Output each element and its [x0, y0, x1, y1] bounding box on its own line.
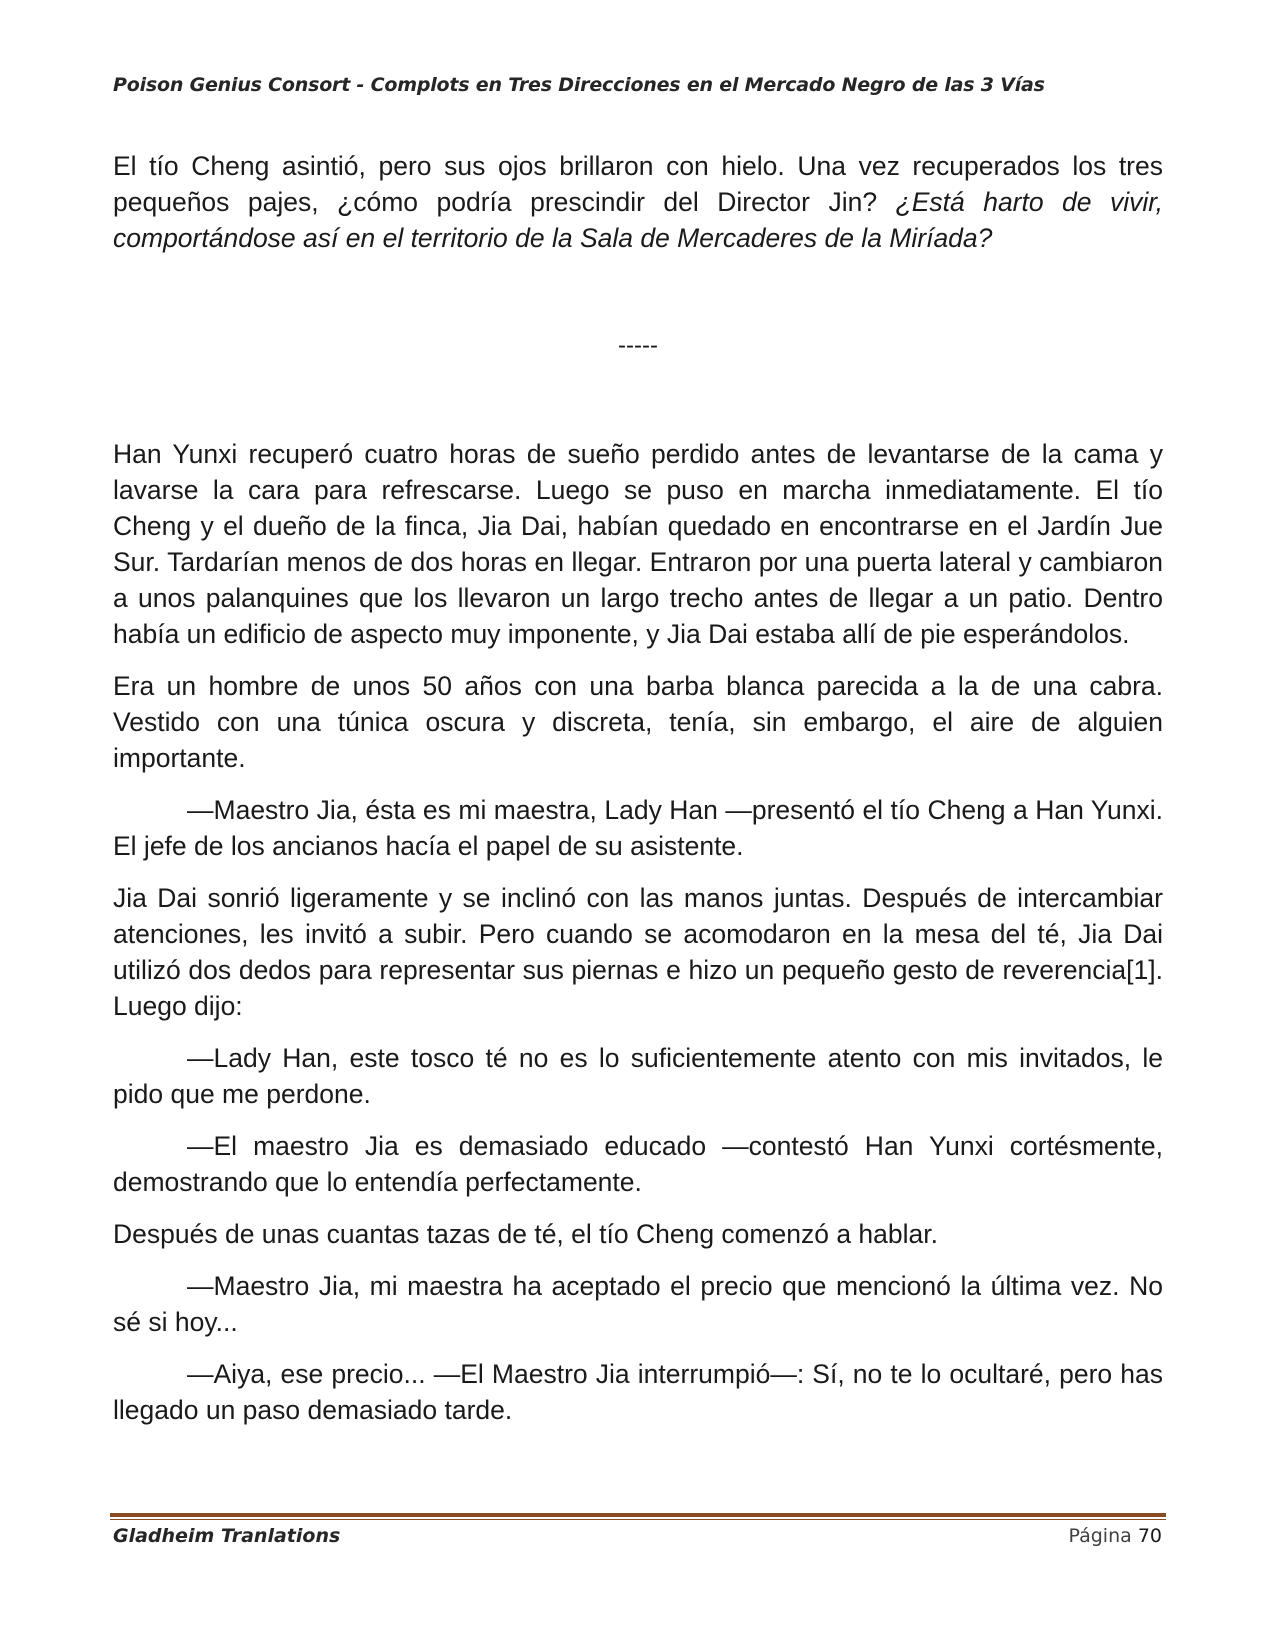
page-number-block	[1068, 1525, 1162, 1547]
dialogue-paragraph: —El maestro Jia es demasiado educado —contestó Han Yunxi cortésmente, demostrando que lo entendía perfectamente.	[113, 1131, 1163, 1197]
footer-rule-thin	[110, 1519, 1166, 1520]
page-label: Página	[1068, 1525, 1132, 1547]
page-header: Poison Genius Consort - Complots en Tres Direcciones en el Mercado Negro de las 3 Vías	[113, 74, 1045, 96]
paragraph: Han Yunxi recuperó cuatro horas de sueño perdido antes de levantarse de la cama y lavarse la cara para refrescarse. Luego se puso en marcha inmediatamente. El tío Cheng y el dueño de la finca, Jia Dai, habían quedado en encontrarse en el Jardín Jue Sur. Tardarían menos de dos horas en llegar. Entraron por una puerta lateral y cambiaron a unos palanquines que los llevaron un largo trecho antes de llegar a un patio. Dentro había un edificio de aspecto muy imponente, y Jia Dai estaba allí de pie esperándolos.	[113, 439, 1163, 649]
paragraph-text: El tío Cheng asintió, pero sus ojos brillaron con hielo. Una vez recuperados los tres pequeños pajes, ¿cómo podría prescindir del Director Jin?	[113, 151, 1163, 217]
dialogue-paragraph: —Aiya, ese precio... —El Maestro Jia interrumpió—: Sí, no te lo ocultaré, pero has llegado un paso demasiado tarde.	[113, 1359, 1163, 1425]
document-body	[113, 148, 1163, 1444]
page-number: 70	[1137, 1525, 1162, 1547]
footer-credit: Gladheim Tranlations	[113, 1525, 341, 1547]
paragraph: Jia Dai sonrió ligeramente y se inclinó con las manos juntas. Después de intercambiar atenciones, les invitó a subir. Pero cuando se acomodaron en la mesa del té, Jia Dai utilizó dos dedos para representar sus piernas e hizo un pequeño gesto de reverencia[1]. Luego dijo:	[113, 883, 1163, 1021]
dialogue-paragraph: —Lady Han, este tosco té no es lo suficientemente atento con mis invitados, le pido que me perdone.	[113, 1043, 1163, 1109]
section-separator: -----	[618, 332, 658, 359]
paragraph: Después de unas cuantas tazas de té, el tío Cheng comenzó a hablar.	[113, 1219, 938, 1249]
paragraph-italic-text: ¿Está harto de vivir, comportándose así en el territorio de la Sala de Mercaderes de la Miríada?	[113, 187, 1163, 253]
footer-rule	[110, 1513, 1166, 1517]
paragraph: Era un hombre de unos 50 años con una barba blanca parecida a la de una cabra. Vestido con una túnica oscura y discreta, tenía, sin embargo, el aire de alguien importante.	[113, 671, 1163, 773]
dialogue-paragraph: —Maestro Jia, ésta es mi maestra, Lady Han —presentó el tío Cheng a Han Yunxi. El jefe de los ancianos hacía el papel de su asistente.	[113, 795, 1163, 861]
dialogue-paragraph: —Maestro Jia, mi maestra ha aceptado el precio que mencionó la última vez. No sé si hoy...	[113, 1271, 1163, 1337]
paragraph	[113, 148, 1163, 256]
